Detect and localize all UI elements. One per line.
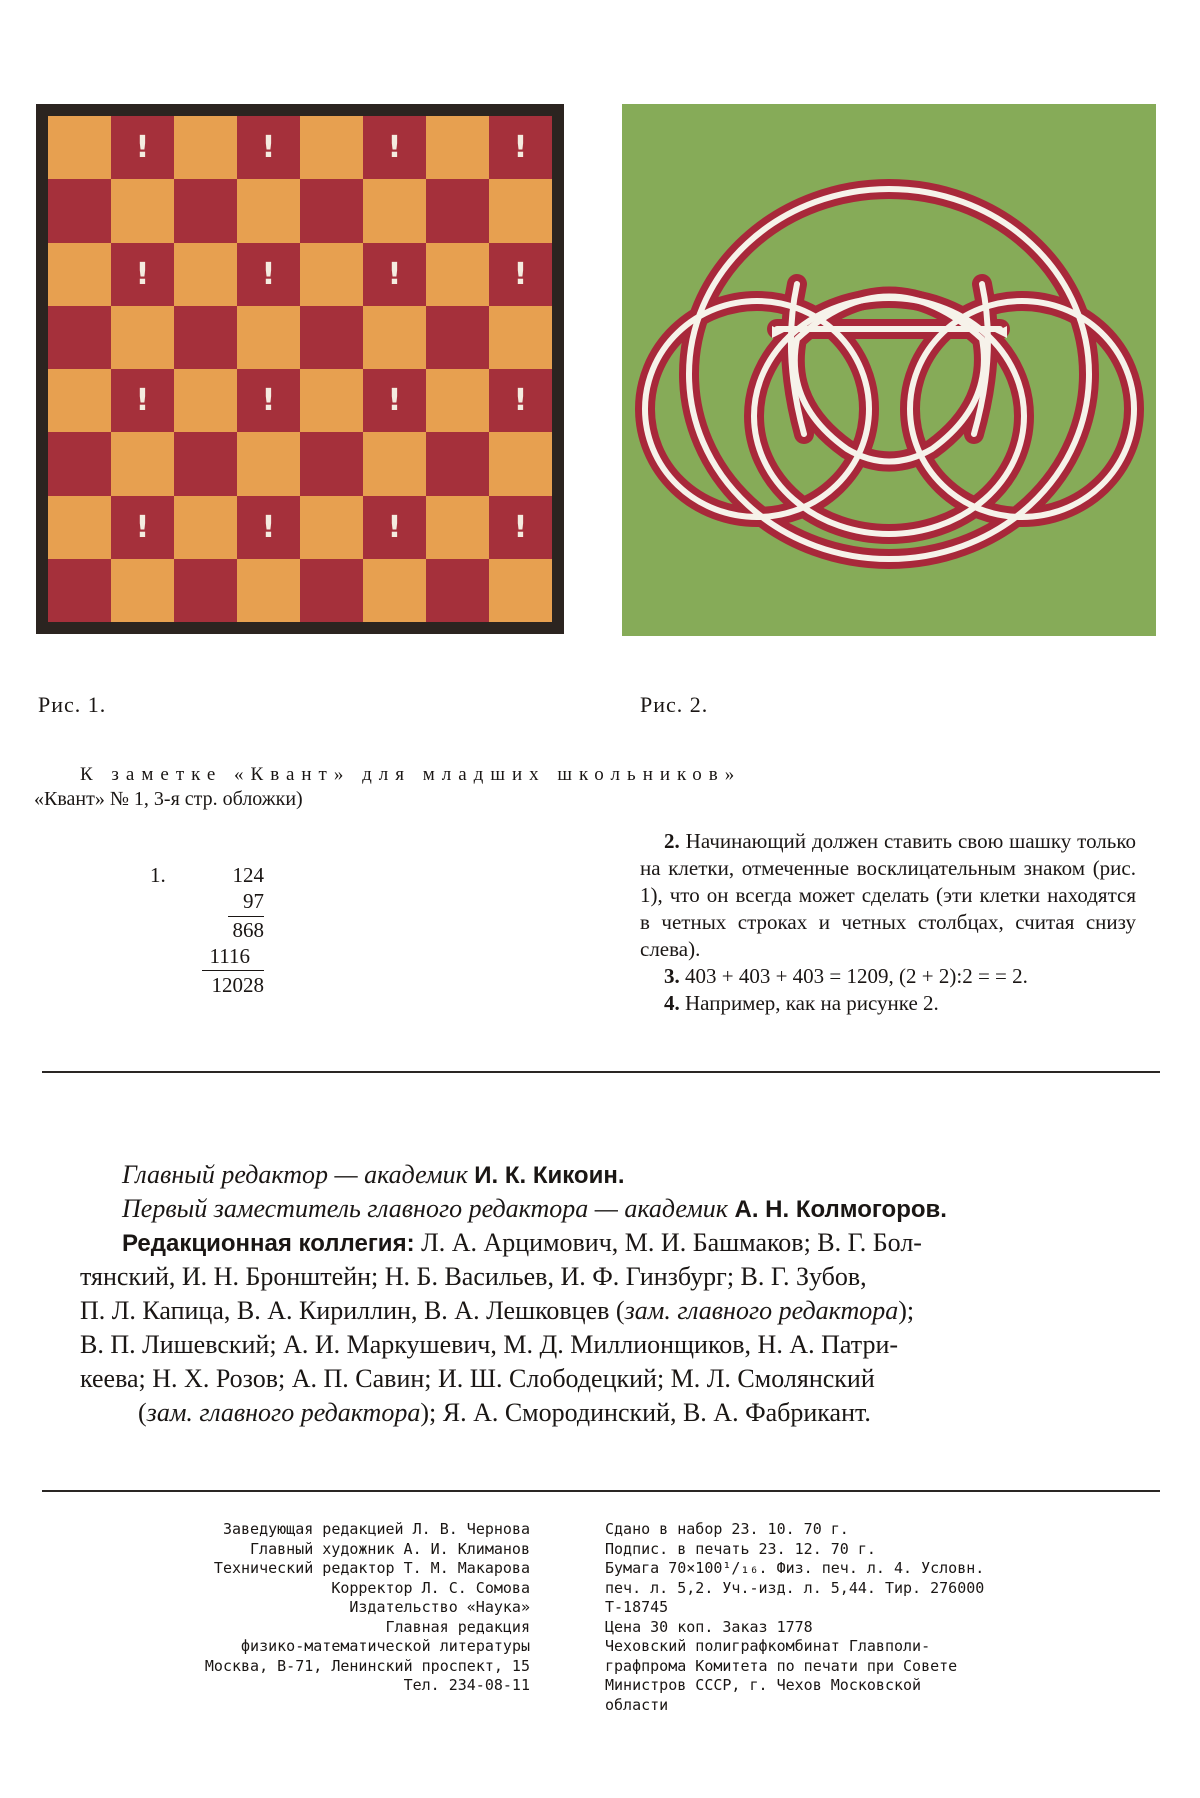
board-cell	[237, 179, 300, 242]
board-cell	[111, 116, 174, 179]
board-line: В. П. Лишевский; А. И. Маркушевич, М. Д. Миллионщиков, Н. А. Патри-	[80, 1330, 899, 1359]
board-cell	[174, 496, 237, 559]
exclamation-mark: !	[387, 256, 402, 292]
board-cell	[426, 243, 489, 306]
chief-editor-line: Главный редактор — академик И. К. Кикоин.	[122, 1160, 625, 1189]
imprint-line: Министров СССР, г. Чехов Московской	[605, 1676, 922, 1694]
board-cell	[426, 496, 489, 559]
board-cell	[174, 306, 237, 369]
calc-line: 868	[232, 918, 264, 942]
imprint-printing-details	[605, 1520, 1125, 1715]
board-cell	[489, 306, 552, 369]
note-source: «Квант» № 1, 3-я стр. обложки)	[34, 788, 303, 810]
imprint-line: Корректор Л. С. Сомова	[331, 1578, 530, 1597]
board-cell	[426, 306, 489, 369]
board-cell	[48, 559, 111, 622]
exclamation-mark: !	[135, 509, 150, 545]
board-cell	[363, 179, 426, 242]
board-cell	[174, 116, 237, 179]
exclamation-mark: !	[387, 509, 402, 545]
imprint-line: физико-математической литературы	[241, 1637, 530, 1655]
imprint-line: Тел. 234-08-11	[403, 1676, 530, 1694]
board-cell	[489, 432, 552, 495]
exclamation-mark: !	[513, 256, 528, 292]
board-line: П. Л. Капица, В. А. Кириллин, В. А. Лешковцев (зам. главного редактора);	[80, 1296, 915, 1325]
board-cell	[48, 306, 111, 369]
board-cell	[174, 369, 237, 432]
board-cell	[111, 559, 174, 622]
exclamation-mark: !	[135, 130, 150, 166]
board-cell	[300, 559, 363, 622]
exclamation-mark: !	[387, 383, 402, 419]
imprint-line: Подпис. в печать 23. 12. 70 г.	[605, 1539, 876, 1558]
board-cell	[426, 179, 489, 242]
section-divider	[42, 1071, 1160, 1073]
answers-block	[640, 828, 1136, 1017]
board-cell	[48, 369, 111, 432]
note-title: К заметке «Квант» для младших школьников»	[80, 764, 742, 785]
board-cell	[489, 369, 552, 432]
exclamation-mark: !	[261, 130, 276, 166]
board-cell	[237, 496, 300, 559]
answer-4: 4. Например, как на рисунке 2.	[664, 991, 939, 1015]
board-cell	[174, 432, 237, 495]
board-cell	[111, 306, 174, 369]
board-cell	[111, 179, 174, 242]
board-cell	[426, 559, 489, 622]
board-cell	[237, 369, 300, 432]
board-cell	[363, 559, 426, 622]
board-cell	[237, 116, 300, 179]
answer-1-number: 1.	[150, 863, 166, 887]
board-cell	[237, 306, 300, 369]
board-cell	[48, 432, 111, 495]
exclamation-mark: !	[513, 383, 528, 419]
imprint-line: печ. л. 5,2. Уч.-изд. л. 5,44. Тир. 276000	[605, 1578, 985, 1597]
board-cell	[48, 243, 111, 306]
imprint-line: Чеховский полиграфкомбинат Главполи-	[605, 1637, 931, 1655]
board-cell	[174, 179, 237, 242]
multiplication-column	[190, 862, 264, 1002]
board-cell	[48, 179, 111, 242]
board-cell	[300, 496, 363, 559]
imprint-line: Бумага 70×100¹/₁₆. Физ. печ. л. 4. Условн.	[605, 1559, 985, 1577]
board-cell	[48, 496, 111, 559]
imprint-staff	[60, 1520, 530, 1696]
section-divider	[42, 1490, 1160, 1492]
imprint-line: Заведующая редакцией Л. В. Чернова	[222, 1520, 530, 1538]
board-line: кеева; Н. Х. Розов; А. П. Савин; И. Ш. Слободецкий; М. Л. Смолянский	[80, 1364, 875, 1393]
board-cell	[300, 306, 363, 369]
board-line: тянский, И. Н. Бронштейн; Н. Б. Васильев, И. Ф. Гинзбург; В. Г. Зубов,	[80, 1262, 867, 1291]
board-cell	[363, 369, 426, 432]
board-cell	[237, 559, 300, 622]
board-cell	[300, 243, 363, 306]
answer-2: 2. Начинающий должен ставить свою шашку только на клетки, отмеченные восклицательным знаком (рис. 1), что он всегда может сделать (эти клетки находятся в четных строках и четных столбцах, считая снизу слева).	[640, 829, 1136, 961]
imprint-line: области	[605, 1695, 669, 1714]
imprint-line: Сдано в набор 23. 10. 70 г.	[605, 1520, 849, 1538]
calc-line: 1116	[209, 944, 250, 968]
board-cell	[489, 496, 552, 559]
exclamation-mark: !	[513, 130, 528, 166]
imprint-line: Технический редактор Т. М. Макарова	[213, 1559, 530, 1577]
board-cell	[300, 432, 363, 495]
calc-line: 124	[232, 863, 264, 887]
exclamation-mark: !	[261, 509, 276, 545]
board-cell	[237, 243, 300, 306]
knot-figure	[622, 104, 1156, 636]
calc-line: 97	[243, 889, 264, 913]
board-cell	[426, 369, 489, 432]
calc-line: 12028	[211, 973, 264, 997]
board-cell	[111, 369, 174, 432]
imprint-line: Главный художник А. И. Климанов	[250, 1539, 530, 1558]
figure-1-caption: Рис. 1.	[38, 692, 107, 717]
imprint-line: Издательство «Наука»	[349, 1598, 530, 1616]
imprint-line: Цена 30 коп. Заказ 1778	[605, 1617, 813, 1636]
imprint-line: Главная редакция	[385, 1617, 530, 1636]
answer-3: 3. 403 + 403 + 403 = 1209, (2 + 2):2 = = 2.	[664, 964, 1028, 988]
board-cell	[426, 432, 489, 495]
board-cell	[300, 116, 363, 179]
imprint-line: Т-18745	[605, 1598, 669, 1616]
board-cell	[111, 243, 174, 306]
imprint-line: графпрома Комитета по печати при Совете	[605, 1656, 958, 1675]
calc-rule	[202, 970, 264, 971]
exclamation-mark: !	[261, 383, 276, 419]
exclamation-mark: !	[261, 256, 276, 292]
board-cell	[300, 369, 363, 432]
board-cell	[363, 116, 426, 179]
board-cell	[489, 116, 552, 179]
exclamation-mark: !	[135, 256, 150, 292]
board-cell	[111, 432, 174, 495]
imprint-line: Москва, В-71, Ленинский проспект, 15	[204, 1656, 530, 1675]
board-cell	[363, 432, 426, 495]
board-cell	[489, 559, 552, 622]
board-line: Редакционная коллегия: Л. А. Арцимович, М. И. Башмаков; В. Г. Бол-	[122, 1228, 922, 1257]
board-cell	[237, 432, 300, 495]
checkerboard-figure	[36, 104, 564, 634]
board-cell	[174, 559, 237, 622]
board-cell	[111, 496, 174, 559]
exclamation-mark: !	[135, 383, 150, 419]
exclamation-mark: !	[387, 130, 402, 166]
board-cell	[48, 116, 111, 179]
deputy-editor-line: Первый заместитель главного редактора — академик А. Н. Колмогоров.	[122, 1194, 947, 1223]
board-cell	[363, 243, 426, 306]
board-line: (зам. главного редактора); Я. А. Смородинский, В. А. Фабрикант.	[138, 1398, 871, 1427]
checkerboard-grid	[48, 116, 552, 622]
knot-drawing	[622, 104, 1156, 636]
board-cell	[489, 179, 552, 242]
board-cell	[363, 496, 426, 559]
board-cell	[489, 243, 552, 306]
exclamation-mark: !	[513, 509, 528, 545]
board-cell	[363, 306, 426, 369]
board-cell	[300, 179, 363, 242]
board-cell	[174, 243, 237, 306]
figure-2-caption: Рис. 2.	[640, 692, 709, 717]
board-cell	[426, 116, 489, 179]
